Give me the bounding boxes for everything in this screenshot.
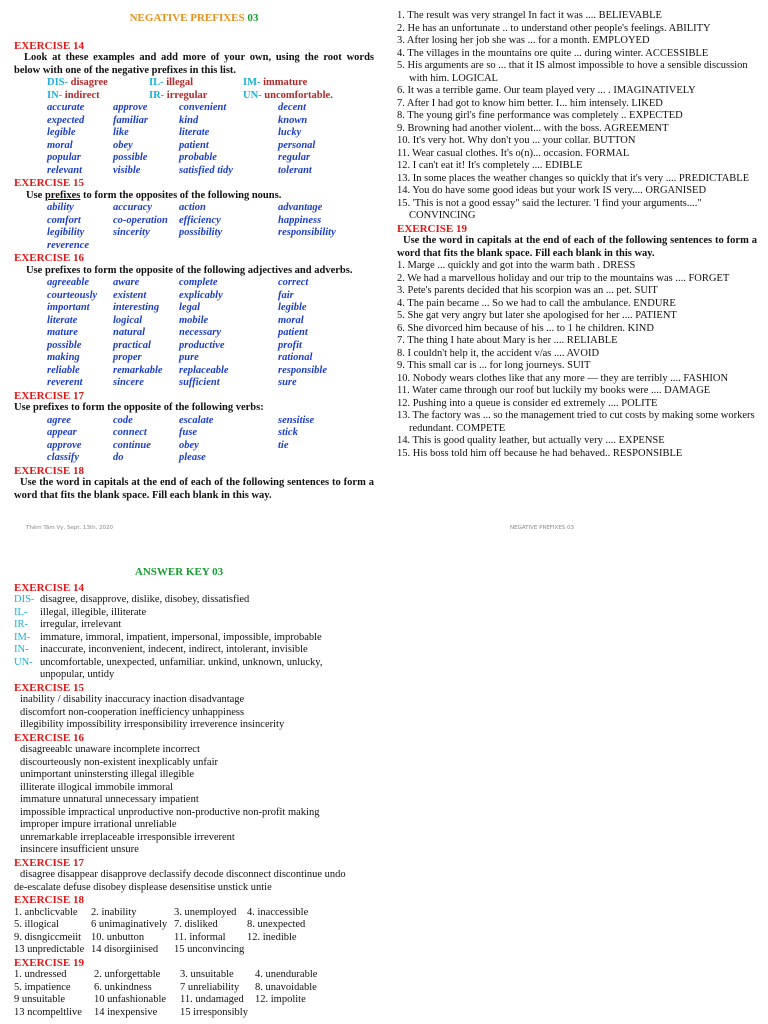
root-word: making <box>47 352 80 363</box>
root-word: like <box>113 127 129 138</box>
root-word: happiness <box>278 214 322 226</box>
root-word: patient <box>179 139 209 151</box>
answer-line: discomfort non-cooperation inefficiency unhappiness <box>20 706 245 718</box>
root-word: familiar <box>113 114 149 126</box>
ex15-instr-pre: Use <box>26 189 45 201</box>
root-word: accuracy <box>113 202 153 213</box>
root-word: code <box>113 414 133 426</box>
root-word: aware <box>113 277 140 288</box>
root-word: escalate <box>179 414 214 426</box>
answer-item: 6. unkindness <box>94 981 152 993</box>
ak-exercise-15-lines <box>14 694 394 732</box>
root-word: satisfied tidy <box>179 164 233 176</box>
root-word: sensitise <box>278 414 315 426</box>
root-word: pure <box>179 352 199 363</box>
exercise-item: 6. It was a terrible game. Our team played very ... . IMAGINATIVELY <box>397 85 696 96</box>
answer-key-title: ANSWER KEY 03 <box>134 566 224 578</box>
root-word: literate <box>179 127 210 138</box>
root-word: complete <box>179 277 218 288</box>
exercise-18-heading: EXERCISE 18 <box>14 464 84 477</box>
answer-row <box>14 594 394 607</box>
root-word: continue <box>113 439 151 451</box>
root-word: approve <box>113 102 148 113</box>
prefix-example <box>47 77 149 90</box>
exercise-item: 15. 'This is not a good essay" said the lecturer. 'I find your arguments...." CONVINCING <box>397 197 702 221</box>
exercise-16-word-list <box>47 277 374 390</box>
answer-item: 3. unemployed <box>174 906 237 918</box>
exercises-left-column <box>14 10 374 502</box>
exercise-item: 13. The factory was ... so the management tried to cut costs by making some workers redundant. COMPETE <box>397 410 755 434</box>
root-word: popular <box>47 152 81 163</box>
root-word: fuse <box>179 427 198 438</box>
root-word: rational <box>278 352 313 363</box>
root-word: tie <box>278 439 289 451</box>
root-word: possible <box>113 152 148 163</box>
root-word: literate <box>47 314 78 326</box>
root-word: legibility <box>47 227 85 238</box>
answer-line: immature unnatural unnecessary impatient <box>20 794 199 805</box>
answer-line: illiterate illogical immobile immoral <box>20 781 174 793</box>
root-word: reverence <box>47 239 89 251</box>
footer-right: NEGATIVE PREFIXES 03 <box>510 525 575 531</box>
page-title <box>14 12 374 25</box>
root-word: remarkable <box>113 364 163 376</box>
answer-prefix: IM- <box>14 631 31 643</box>
exercise-item: 12. Pushing into a queue is consider ed extremely .... POLITE <box>397 397 658 409</box>
answer-text: uncomfortable, unexpected, unfamiliar. unkind, unknown, unlucky, <box>40 656 323 668</box>
root-word: co-operation <box>113 214 168 226</box>
answer-row <box>14 632 394 645</box>
ak-exercise-14-rows <box>14 594 394 669</box>
exercise-item: 10. Nobody wears clothes like that any more — they are terribly .... FASHION <box>397 372 729 384</box>
answer-line: improper impure irrational unreliable <box>20 819 177 830</box>
exercise-item: 9. This small car is ... for long journeys. SUIT <box>397 360 591 371</box>
root-word: advantage <box>278 202 323 213</box>
root-word: fair <box>278 289 294 301</box>
exercise-17-instruction: Use prefixes to form the opposite of the following verbs: <box>14 402 264 413</box>
exercise-18-items <box>397 10 757 223</box>
prefix-example-word: indirect <box>62 89 100 101</box>
answer-key <box>14 566 394 1019</box>
answer-line: de-escalate defuse disobey displease desensitise unstick untie <box>14 881 272 893</box>
exercise-15-word-list <box>47 202 374 252</box>
root-word: expected <box>47 114 85 126</box>
ak-exercise-14-heading: EXERCISE 14 <box>14 581 84 594</box>
exercise-item: 3. After losing her job she was ... for a month. EMPLOYED <box>397 35 650 46</box>
answer-item: 10 unfashionable <box>94 994 167 1005</box>
root-word: moral <box>47 139 73 151</box>
exercise-16-instruction: Use prefixes to form the opposite of the following adjectives and adverbs. <box>26 264 353 276</box>
answer-item: 7 unreliability <box>180 981 240 993</box>
answer-prefix: IN- <box>14 644 29 655</box>
exercise-19-heading: EXERCISE 19 <box>397 222 467 235</box>
answer-item: 15 irresponsibly <box>180 1006 248 1018</box>
root-word: important <box>47 302 90 313</box>
root-word: probable <box>179 152 217 163</box>
root-word: moral <box>278 314 304 326</box>
root-word: interesting <box>113 302 160 313</box>
exercise-15-heading: EXERCISE 15 <box>14 177 84 189</box>
answer-item: 12. inedible <box>247 931 297 943</box>
answer-item: 13 unpredictable <box>14 944 85 955</box>
answer-text: irregular, irrelevant <box>40 619 122 630</box>
answer-text: immature, immoral, impatient, impersonal, impossible, improbable <box>40 631 322 643</box>
root-word: classify <box>47 452 80 463</box>
answer-item: 2. inability <box>91 906 137 918</box>
exercise-item: 13. In some places the weather changes so quickly that it's very .... PREDICTABLE <box>397 172 750 184</box>
answer-item: 5. impatience <box>14 981 71 993</box>
root-word: known <box>278 114 308 126</box>
root-word: sufficient <box>179 377 220 388</box>
root-word: personal <box>278 139 316 151</box>
prefix-example <box>149 77 243 90</box>
answer-item: 11. undamaged <box>180 994 244 1005</box>
answer-item <box>247 944 335 957</box>
root-word: replaceable <box>179 364 229 376</box>
footer-left: Thêm Tâm Vy, Sept. 13th, 2020 <box>26 525 114 531</box>
exercise-item: 1. Marge ... quickly and got into the warm bath . DRESS <box>397 260 636 271</box>
answer-item: 7. disliked <box>174 919 218 930</box>
answer-text: disagree, disapprove, dislike, disobey, dissatisfied <box>40 594 250 605</box>
answer-line: insincere insufficient unsure <box>20 844 139 855</box>
prefix-label: IM- <box>243 77 261 88</box>
root-word: kind <box>179 114 199 126</box>
root-word: responsibility <box>278 227 336 238</box>
exercise-item: 2. We had a marvellous holiday and our trip to the mountains was .... FORGET <box>397 272 730 284</box>
prefix-example <box>47 90 149 103</box>
answer-row <box>14 657 394 670</box>
exercise-item: 15. His boss told him off because he had behaved.. RESPONSIBLE <box>397 447 683 459</box>
root-word: responsible <box>278 364 328 376</box>
root-word: decent <box>278 102 306 113</box>
answer-item: 8. unexpected <box>247 919 306 930</box>
prefix-label: UN- <box>243 89 262 101</box>
root-word: explicably <box>179 289 223 301</box>
root-word <box>278 452 368 465</box>
answer-text: inaccurate, inconvenient, indecent, indirect, intolerant, invisible <box>40 644 308 655</box>
root-word: mobile <box>179 314 209 326</box>
root-word: convenient <box>179 102 227 113</box>
root-word: logical <box>113 314 143 326</box>
exercise-item: 5. She gat very angry but later she apologised for her .... PATIENT <box>397 310 677 321</box>
exercise-item: 2. He has an unfortunate .. to understand other people's feelings. ABILITY <box>397 22 711 34</box>
answer-item: 8. unavoidable <box>255 981 317 993</box>
root-word: efficiency <box>179 214 221 226</box>
exercise-item: 8. The young girl's fine performance was completely .. EXPECTED <box>397 110 683 121</box>
answer-item: 9. disngiccmeiit <box>14 931 82 943</box>
root-word: sincerity <box>113 227 150 238</box>
answer-item: 13 ncompeltlive <box>14 1006 82 1018</box>
answer-item: 1. anbclicvable <box>14 906 78 918</box>
answer-item: 9 unsuitable <box>14 994 66 1005</box>
answer-item: 15 unconvincing <box>174 944 245 955</box>
answer-row <box>14 644 394 657</box>
answer-item: 11. informal <box>174 931 226 943</box>
exercise-item: 11. Wear casual clothes. It's o(n)... occasion. FORMAL <box>397 147 630 159</box>
page-title-number: 03 <box>247 12 259 24</box>
prefix-example-word: illegal <box>163 77 194 88</box>
prefix-example-word: uncomfortable. <box>261 89 333 101</box>
root-word: legible <box>47 127 76 138</box>
prefix-example <box>243 90 373 103</box>
ak-exercise-19-heading: EXERCISE 19 <box>14 956 84 969</box>
root-word: lucky <box>278 127 302 138</box>
exercise-item: 14. You do have some good ideas but your work IS very.... ORGANISED <box>397 185 707 196</box>
root-word: please <box>179 452 206 463</box>
answer-row <box>14 607 394 620</box>
answer-line: disagree disappear disapprove declassify decode disconnect discontinue undo <box>20 869 346 880</box>
answer-item: 5. illogical <box>14 919 59 930</box>
exercise-item: 4. The villages in the mountains ore quite ... during winter. ACCESSIBLE <box>397 47 709 59</box>
answer-prefix: IL- <box>14 606 28 618</box>
answer-prefix: IR- <box>14 619 28 630</box>
ak-exercise-18-answers <box>14 907 394 957</box>
root-word: do <box>113 452 124 463</box>
exercise-item: 4. The pain became ... So we had to call the ambulance. ENDURE <box>397 297 676 309</box>
root-word: patient <box>278 327 308 338</box>
answer-item: 14 inexpensive <box>94 1006 158 1018</box>
root-word: connect <box>113 427 147 438</box>
root-word: legible <box>278 302 307 313</box>
root-word: appear <box>47 427 77 438</box>
answer-line: illegibility impossibility irresponsibility irreverence insincerity <box>20 719 285 730</box>
root-word: stick <box>278 427 298 438</box>
answer-item <box>255 1007 335 1020</box>
exercise-item: 6. She divorced him because of his ... to 1 he children. KIND <box>397 322 654 334</box>
answer-item: 4. inaccessible <box>247 906 309 918</box>
root-word: legal <box>179 302 200 313</box>
answer-item: 14 disorgiinised <box>91 944 159 955</box>
exercise-item: 5. His arguments are so ... that it IS almost impossible to hove a sensible discussion with him. LOGICAL <box>397 60 748 84</box>
exercise-item: 7. The thing I hate about Mary is her .... RELIABLE <box>397 335 618 346</box>
root-word: visible <box>113 164 141 176</box>
ex15-instr-post: to form the opposites of the following nouns. <box>80 189 282 201</box>
root-word: tolerant <box>278 164 312 176</box>
ak-exercise-17-heading: EXERCISE 17 <box>14 856 84 869</box>
exercise-17-heading: EXERCISE 17 <box>14 389 84 402</box>
exercise-17-word-list <box>47 415 374 465</box>
root-word: reverent <box>47 377 83 388</box>
ex15-instr-underlined: prefixes <box>44 189 81 201</box>
exercise-item: 7. After I had got to know him better. I... him intensely. LIKED <box>397 97 663 109</box>
answer-item: 2. unforgettable <box>94 969 161 980</box>
prefix-example <box>149 90 243 103</box>
exercise-19-items <box>397 260 757 460</box>
root-word: comfort <box>47 214 81 226</box>
exercise-16-heading: EXERCISE 16 <box>14 252 84 264</box>
root-word: sincere <box>113 377 144 388</box>
prefix-example <box>243 77 373 90</box>
prefix-label: DIS- <box>47 77 69 88</box>
prefix-label: IL- <box>149 77 164 88</box>
root-word: ability <box>47 202 74 213</box>
answer-line: discourteously non-existent inexplicably unfair <box>20 756 218 768</box>
root-word: correct <box>278 277 309 288</box>
answer-line: unremarkable irreplaceable irresponsible irreverent <box>20 831 235 843</box>
root-word: practical <box>113 339 151 351</box>
root-word: relevant <box>47 164 82 176</box>
prefix-label: IN- <box>47 89 63 101</box>
root-word: courteously <box>47 289 98 301</box>
answer-item: 4. unendurable <box>255 969 318 980</box>
root-word: agreeable <box>47 277 89 288</box>
root-word: necessary <box>179 327 221 338</box>
prefix-example-word: disagree <box>68 77 108 88</box>
ak-exercise-18-heading: EXERCISE 18 <box>14 894 84 906</box>
prefix-example-word: irregular <box>164 89 208 101</box>
root-word: profit <box>278 339 302 351</box>
ak-exercise-15-heading: EXERCISE 15 <box>14 681 84 694</box>
root-word: mature <box>47 327 78 338</box>
exercise-14-instruction: Look at these examples and add more of your own, using the root words below with one of the negative prefixes in this list. <box>14 52 374 76</box>
answer-line: inability / disability inaccuracy inaction disadvantage <box>20 694 245 705</box>
exercise-18-instruction: Use the word in capitals at the end of each of the following sentences to form a word that fits the blank space. Fill each blank in this way. <box>14 477 374 501</box>
root-word: sure <box>278 377 297 388</box>
answer-item: 3. unsuitable <box>180 969 234 980</box>
ak-exercise-14-continuation: unpopular, untidy <box>40 669 115 680</box>
answer-item: 12. impolite <box>255 994 306 1005</box>
root-word: possible <box>47 339 82 351</box>
exercise-item: 8. I couldn't help it, the accident v/as .... AVOID <box>397 347 600 359</box>
ak-exercise-16-heading: EXERCISE 16 <box>14 731 84 744</box>
exercise-14-prefix-list <box>47 77 374 102</box>
root-word: reliable <box>47 364 80 376</box>
exercise-item: 10. It's very hot. Why don't you ... your collar. BUTTON <box>397 135 636 146</box>
root-word: accurate <box>47 102 85 113</box>
answer-row <box>14 619 394 632</box>
root-word: action <box>179 202 206 213</box>
ak-exercise-19-answers <box>14 969 394 1019</box>
exercise-15-instruction <box>14 190 374 203</box>
ak-exercise-17-lines <box>14 869 394 894</box>
exercise-14-word-list <box>47 102 374 177</box>
prefix-example-word: immature <box>260 77 308 88</box>
root-word: agree <box>47 414 71 426</box>
exercise-item: 3. Pete's parents decided that his scorpion was an ... pet. SUIT <box>397 285 658 296</box>
root-word: existent <box>113 289 147 301</box>
root-word: proper <box>113 352 142 363</box>
root-word: regular <box>278 152 311 163</box>
answer-text: illegal, illegible, illiterate <box>40 606 147 618</box>
page-title-text: NEGATIVE PREFIXES <box>129 12 245 24</box>
exercise-item: 12. I can't eat it! It's completely .... EDIBLE <box>397 160 583 171</box>
answer-prefix: DIS- <box>14 594 35 605</box>
exercise-14-heading: EXERCISE 14 <box>14 39 84 52</box>
root-word: approve <box>47 439 82 451</box>
exercise-item: 1. The result was very strangel In fact it was .... BELIEVABLE <box>397 10 662 21</box>
root-word: productive <box>179 339 225 351</box>
answer-item: 6 unimaginatively <box>91 919 168 930</box>
answer-item: 10. unbutton <box>91 931 145 943</box>
exercise-item: 14. This is good quality leather, but actually very .... EXPENSE <box>397 435 665 446</box>
answer-line: unimportant uninstersting illegal illegible <box>20 769 195 780</box>
root-word: possibility <box>179 227 223 238</box>
exercise-item: 9. Browning had another violent... with the boss. AGREEMENT <box>397 122 669 134</box>
exercises-right-column <box>397 10 757 460</box>
root-word: obey <box>179 439 199 451</box>
exercise-19-instruction: Use the word in capitals at the end of each of the following sentences to form a word that fits the blank space. Fill each blank in this way. <box>397 235 757 259</box>
exercise-item: 11. Water came through our roof but luckily my books were .... DAMAGE <box>397 385 711 396</box>
prefix-label: IR- <box>149 89 165 101</box>
root-word: natural <box>113 327 146 338</box>
answer-prefix: UN- <box>14 656 33 668</box>
answer-line: impossible impractical unproductive non-productive non-profit making <box>20 806 320 818</box>
answer-item: 1. undressed <box>14 969 67 980</box>
root-word: obey <box>113 139 133 151</box>
answer-line: disagreeablc unaware incomplete incorrect <box>20 744 200 755</box>
ak-exercise-16-lines <box>14 744 394 857</box>
